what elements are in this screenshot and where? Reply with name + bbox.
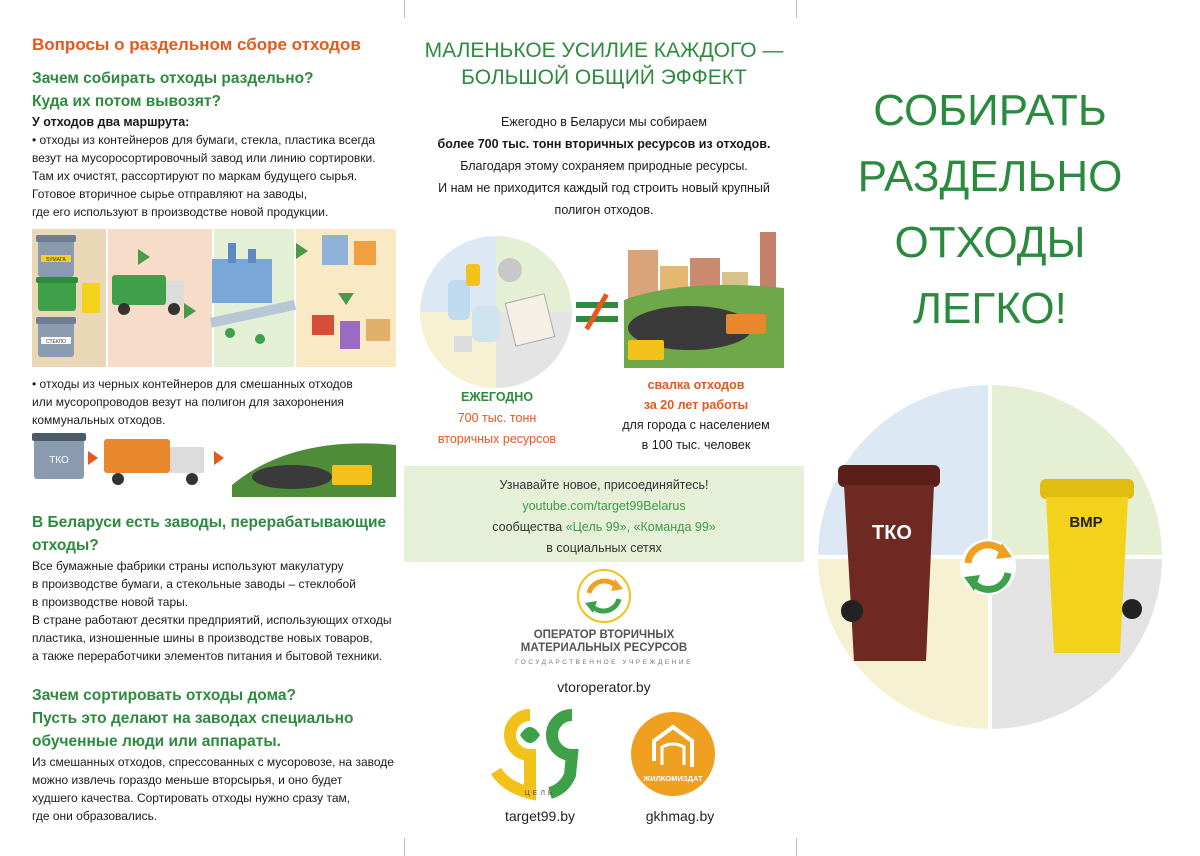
caption-line: вторичных ресурсов bbox=[437, 432, 557, 446]
join-line: Узнавайте новое, присоединяйтесь! bbox=[499, 478, 709, 492]
mixed-waste-bin-icon bbox=[32, 433, 86, 479]
question-2-line-1: В Беларуси есть заводы, перерабатывающие bbox=[32, 514, 387, 531]
text-line: худшего качества. Сортировать отходы нужно сразу там, bbox=[32, 791, 351, 805]
cover-title bbox=[820, 78, 1160, 342]
bulldozer-icon bbox=[628, 340, 664, 360]
arrow-right-icon bbox=[214, 451, 224, 465]
cover-title-line: ОТХОДЫ bbox=[894, 218, 1086, 267]
join-line: в социальных сетях bbox=[546, 541, 662, 555]
text-line: а также переработчики элементов питания и бытовой техники. bbox=[32, 649, 383, 663]
bin-label: ВМР bbox=[1069, 514, 1103, 531]
target-99-logo-icon bbox=[490, 705, 590, 803]
caption-line: в 100 тыс. человек bbox=[641, 438, 751, 452]
text-line: Из смешанных отходов, спрессованных с мусоровозе, на заводе bbox=[32, 755, 394, 769]
zhilkomizdat-logo-icon bbox=[630, 711, 716, 797]
middle-intro bbox=[404, 111, 804, 221]
arrow-right-icon bbox=[88, 451, 98, 465]
text-line: в производстве новой тары. bbox=[32, 595, 189, 609]
garbage-truck-icon bbox=[104, 439, 204, 485]
cover-title-line: РАЗДЕЛЬНО bbox=[857, 152, 1123, 201]
glass-bin-icon bbox=[36, 277, 78, 311]
question-2-line-2: отходы? bbox=[32, 537, 99, 554]
text-line: И нам не приходится каждый год строить новый крупный bbox=[438, 181, 770, 195]
route-2-text bbox=[32, 375, 398, 429]
text-line: Благодаря этому сохраняем природные ресурсы. bbox=[460, 159, 748, 173]
join-us-box bbox=[404, 466, 804, 562]
plastic-bin-icon bbox=[82, 283, 100, 313]
landfill-city-illustration bbox=[624, 228, 784, 368]
gkh-logo-word: ЖИЛКОМИЗДАТ bbox=[643, 774, 703, 783]
operator-subtitle: ГОСУДАРСТВЕННОЕ УЧРЕЖДЕНИЕ bbox=[515, 659, 693, 666]
brown-mixed-waste-bin-icon bbox=[838, 465, 940, 661]
tin-can-icon bbox=[498, 258, 522, 282]
operator-name bbox=[404, 629, 804, 655]
operator-recycle-logo-icon bbox=[577, 569, 631, 623]
text-line: где они образовались. bbox=[32, 809, 158, 823]
caption-line: для города с населением bbox=[622, 418, 770, 432]
highlight-text: более 700 тыс. тонн вторичных ресурсов из отходов. bbox=[437, 137, 771, 151]
text-line: везут на мусоросортировочный завод или линию сортировки. bbox=[32, 151, 376, 165]
garbage-truck-icon bbox=[726, 314, 766, 334]
caption-line: свалка отходов bbox=[647, 378, 745, 392]
text-line: В стране работают десятки предприятий, использующих отходы bbox=[32, 613, 392, 627]
join-line: сообщества bbox=[492, 520, 566, 534]
not-equal-icon bbox=[574, 292, 620, 332]
caption-line: ЕЖЕГОДНО bbox=[460, 390, 534, 404]
recyclables-circle-illustration bbox=[420, 236, 572, 388]
fold-mark bbox=[404, 0, 405, 18]
container-icon bbox=[454, 336, 472, 352]
faq-section-factories bbox=[32, 511, 398, 665]
recycling-flow-illustration bbox=[32, 229, 396, 367]
route-1-text bbox=[32, 131, 398, 221]
title-line: МАЛЕНЬКОЕ УСИЛИЕ КАЖДОГО — bbox=[424, 39, 784, 62]
cover-bins-illustration bbox=[818, 385, 1162, 729]
middle-title bbox=[404, 37, 804, 91]
text-line: в производстве бумаги, а стекольные заводы – стеклобой bbox=[32, 577, 356, 591]
yearly-recycling-caption bbox=[404, 387, 590, 450]
section-title: Вопросы о раздельном сборе отходов bbox=[32, 35, 361, 54]
cover-title-line: СОБИРАТЬ bbox=[873, 86, 1107, 135]
fold-mark bbox=[404, 838, 405, 856]
text-line: где его используют в производстве новой продукции. bbox=[32, 205, 329, 219]
caption-line: за 20 лет работы bbox=[643, 398, 749, 412]
glass-jar-icon bbox=[472, 306, 500, 342]
question-1-line-2: Куда их потом вывозят? bbox=[32, 93, 221, 110]
fold-mark bbox=[796, 838, 797, 856]
text-line: полигон отходов. bbox=[554, 203, 654, 217]
faq-section-home-sorting bbox=[32, 684, 398, 825]
text-line: • отходы из черных контейнеров для смешанных отходов bbox=[32, 377, 353, 391]
paper-bin-icon bbox=[36, 235, 76, 277]
cover-title-line: ЛЕГКО! bbox=[913, 284, 1067, 333]
title-line: БОЛЬШОЙ ОБЩИЙ ЭФФЕКТ bbox=[461, 66, 747, 89]
glass-bin-2-icon bbox=[36, 317, 76, 357]
bin-label: СТЕКЛО bbox=[46, 339, 66, 345]
question-3-line-1: Зачем сортировать отходы дома? bbox=[32, 687, 296, 704]
community-names: «Цель 99», «Команда 99» bbox=[565, 520, 716, 534]
landfill-icon bbox=[232, 443, 396, 497]
text-line: Готовое вторичное сырье отправляют на заводы, bbox=[32, 187, 308, 201]
routes-intro: У отходов два маршрута: bbox=[32, 115, 190, 129]
text-line: • отходы из контейнеров для бумаги, стекла, пластика всегда bbox=[32, 133, 376, 147]
text-line: Ежегодно в Беларуси мы собираем bbox=[501, 115, 707, 129]
bin-label: ТКО bbox=[872, 522, 912, 544]
target99-url-link[interactable]: target99.by bbox=[504, 808, 576, 824]
recycle-arrows-icon bbox=[960, 539, 1016, 595]
text-line: пластика, изношенные шины в производстве новых товаров, bbox=[32, 631, 373, 645]
text-line: коммунальных отходов. bbox=[32, 413, 166, 427]
youtube-link[interactable]: youtube.com/target99Belarus bbox=[522, 499, 686, 513]
operator-name-line: МАТЕРИАЛЬНЫХ РЕСУРСОВ bbox=[520, 642, 688, 654]
caption-line: 700 тыс. тонн bbox=[457, 411, 537, 425]
bin-label: БУМАГА bbox=[46, 257, 66, 263]
fold-mark bbox=[796, 0, 797, 18]
gkhmag-url-link[interactable]: gkhmag.by bbox=[645, 808, 715, 824]
can-icon bbox=[466, 264, 480, 286]
faq-section-top bbox=[32, 34, 398, 221]
text-line: Все бумажные фабрики страны используют макулатуру bbox=[32, 559, 344, 573]
text-line: или мусоропроводов везут на полигон для захоронения bbox=[32, 395, 344, 409]
operator-url-link[interactable]: vtoroperator.by bbox=[557, 679, 651, 695]
text-line: Там их очистят, рассортируют по маркам будущего сырья. bbox=[32, 169, 358, 183]
target-99-word: ЦЕЛЬ bbox=[524, 790, 556, 797]
plastic-bottle-icon bbox=[448, 280, 470, 320]
text-line: можно извлечь гораздо меньше вторсырья, и оно будет bbox=[32, 773, 343, 787]
question-3-line-3: обученные люди или аппараты. bbox=[32, 733, 281, 750]
question-1-line-1: Зачем собирать отходы раздельно? bbox=[32, 70, 314, 87]
bin-label: ТКО bbox=[49, 455, 69, 466]
landfill-caption bbox=[596, 375, 796, 455]
landfill-flow-illustration bbox=[32, 425, 396, 497]
question-3-line-2: Пусть это делают на заводах специально bbox=[32, 710, 354, 727]
question-3-answer bbox=[32, 753, 398, 825]
operator-name-line: ОПЕРАТОР ВТОРИЧНЫХ bbox=[533, 629, 675, 641]
question-2-answer bbox=[32, 557, 398, 665]
